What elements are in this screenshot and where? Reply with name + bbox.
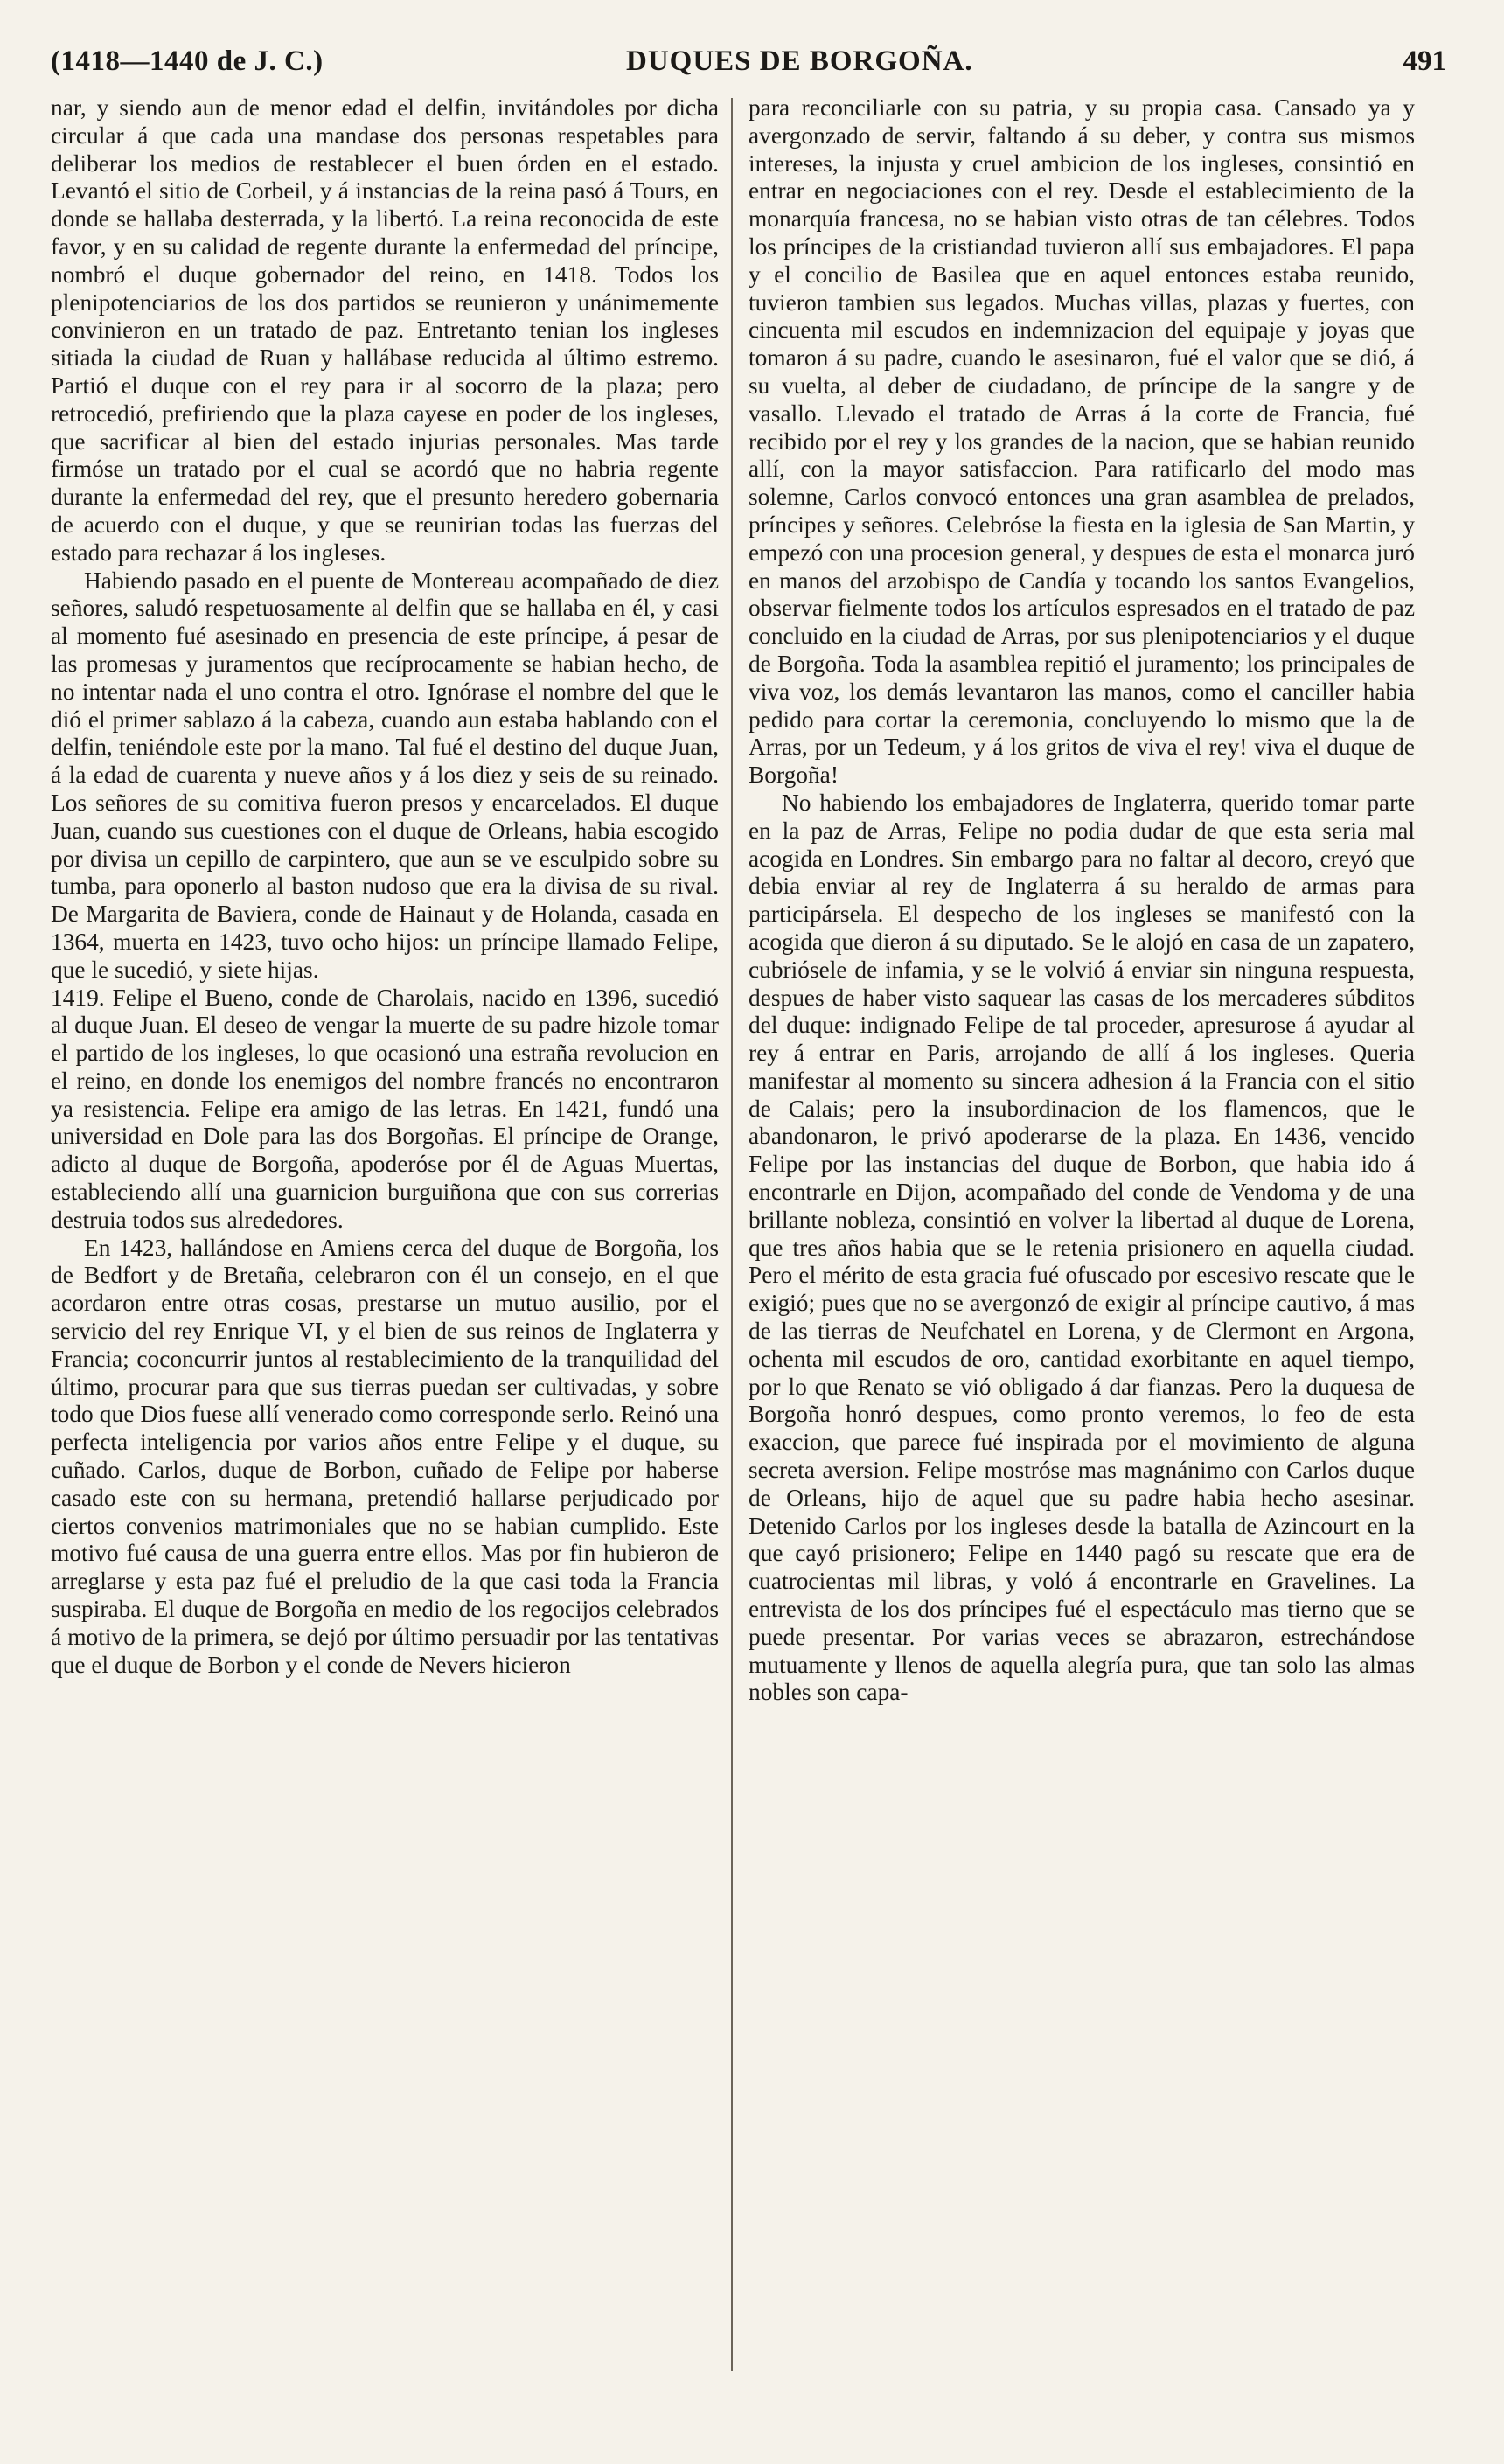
running-title: DUQUES DE BORGOÑA. [626, 45, 973, 77]
paragraph: Habiendo pasado en el puente de Montereau acompañado de diez señores, saludó respetuosamente al delfin que se hallaba en él, y casi al momento fué asesinado en presencia de este príncipe, á pesar de las promesas y juramentos que recíprocamente se habian hecho, de no intentar nada el uno contra el otro. Ignórase el nombre del que le dió el primer sablazo á la cabeza, cuando aun estaba hablando con el delfin, teniéndole este por la mano. Tal fué el destino del duque Juan, á la edad de cuarenta y nueve años y á los diez y seis de su reinado. Los señores de su comitiva fueron presos y encarcelados. El duque Juan, cuando sus cuestiones con el duque de Orleans, habia escogido por divisa un cepillo de carpintero, que aun se ve esculpido sobre su tumba, para oponerlo al baston nudoso que era la divisa de su rival. De Margarita de Baviera, conde de Hainaut y de Holanda, casada en 1364, muerta en 1423, tuvo ocho hijos: un príncipe llamado Felipe, que le sucedió, y siete hijas. [51, 567, 719, 983]
column-divider [731, 98, 733, 2371]
paragraph: No habiendo los embajadores de Inglaterra, querido tomar parte en la paz de Arras, Felipe no podia dudar de que esta seria mal acogida en Londres. Sin embargo para no faltar al decoro, creyó que debia enviar al rey de Inglaterra á su heraldo de armas para participársela. El despecho de los ingleses se manifestó con la acogida que dieron á su diputado. Se le alojó en casa de un zapatero, cubriósele de infamia, y se le volvió á enviar sin ninguna respuesta, despues de haber visto saquear las casas de los mercaderes súbditos del duque: indignado Felipe de tal proceder, apresurose á ayudar al rey á entrar en Paris, arrojando de allí á los ingleses. Queria manifestar al momento su sincera adhesion á la Francia con el sitio de Calais; pero la insubordinacion de los flamencos, que le abandonaron, le privó apoderarse de la plaza. En 1436, vencido Felipe por las instancias del duque de Borbon, que habia ido á encontrarle en Dijon, acompañado del conde de Vendoma y de una brillante nobleza, consintió en volver la libertad al duque de Lorena, que tres años habia que se le retenia prisionero en aquella ciudad. Pero el mérito de esta gracia fué ofuscado por escesivo rescate que le exigió; pues que no se avergonzó de exigir al príncipe cautivo, á mas de las tierras de Neufchatel en Lorena, y de Clermont en Argona, ochenta mil escudos de oro, cantidad exorbitante en aquel tiempo, por lo que Renato se vió obligado á dar fianzas. Pero la duquesa de Borgoña honró despues, como pronto veremos, lo feo de esta exaccion, que parece fué inspirada por el movimiento de alguna secreta aversion. Felipe mostróse mas magnánimo con Carlos duque de Orleans, hijo de aquel que su padre habia hecho asesinar. Detenido Carlos por los ingleses desde la batalla de Azincourt en la que cayó prisionero; Felipe en 1440 pagó su rescate que era de cuatrocientas mil libras, y voló á encontrarle en Gravelines. La entrevista de los dos príncipes fué el espectáculo mas tierno que se puede presentar. Por varias veces se abrazaron, estrechándose mutuamente y llenos de aquella alegría pura, que tan solo las almas nobles son capa- [749, 789, 1415, 1706]
right-column [749, 94, 1415, 2447]
page-header [51, 45, 1446, 89]
page-number: 491 [1403, 45, 1446, 77]
paragraph: En 1423, hallándose en Amiens cerca del duque de Borgoña, los de Bedfort y de Bretaña, celebraron con él un consejo, en el que acordaron entre otras cosas, prestarse un mutuo ausilio, por el servicio del rey Enrique VI, y el bien de sus reinos de Inglaterra y Francia; coconcurrir juntos al restablecimiento de la tranquilidad del último, procurar para que sus tierras puedan ser cultivadas, y sobre todo que Dios fuese allí venerado como corresponde serlo. Reinó una perfecta inteligencia por varios años entre Felipe y el duque, su cuñado. Carlos, duque de Borbon, cuñado de Felipe por haberse casado este con su hermana, pretendió hallarse perjudicado por ciertos convenios matrimoniales que no se habian cumplido. Este motivo fué causa de una guerra entre ellos. Mas por fin hubieron de arreglarse y esta paz fué el preludio de la que casi toda la Francia suspiraba. El duque de Borgoña en medio de los regocijos celebrados á motivo de la primera, se dejó por último persuadir por las tentativas que el duque de Borbon y el conde de Nevers hicieron [51, 1234, 719, 1678]
paragraph: para reconciliarle con su patria, y su propia casa. Cansado ya y avergonzado de servir, faltando á su deber, y contra sus mismos intereses, la injusta y cruel ambicion de los ingleses, consintió en entrar en negociaciones con el rey. Desde el establecimiento de la monarquía francesa, no se habian visto otras de tan célebres. Todos los príncipes de la cristiandad tuvieron allí sus embajadores. El papa y el concilio de Basilea que en aquel entonces estaba reunido, tuvieron tambien sus legados. Muchas villas, plazas y fuertes, con cincuenta mil escudos en indemnizacion del equipaje y joyas que tomaron á su padre, cuando le asesinaron, fué el valor que se dió, á su vuelta, al deber de ciudadano, de príncipe de la sangre y de vasallo. Llevado el tratado de Arras á la corte de Francia, fué recibido por el rey y los grandes de la nacion, que se habian reunido allí, con la mayor satisfaccion. Para ratificarlo del modo mas solemne, Carlos convocó entonces una gran asamblea de prelados, príncipes y señores. Celebróse la fiesta en la iglesia de San Martin, y empezó con una procesion general, y despues de esta el monarca juró en manos del arzobispo de Candía y tocando los santos Evangelios, observar fielmente todos los artículos espresados en el tratado de paz concluido en la ciudad de Arras, por sus plenipotenciarios y el duque de Borgoña. Toda la asamblea repitió el juramento; los principales de viva voz, los demás levantaron las manos, como el canciller habia pedido para cortar la ceremonia, concluyendo lo mismo que la de Arras, por un Tedeum, y á los gritos de viva el rey! viva el duque de Borgoña! [749, 94, 1415, 789]
paragraph: nar, y siendo aun de menor edad el delfin, invitándoles por dicha circular á que cada una mandase dos personas respetables para deliberar los medios de restablecer el buen órden en el estado. Levantó el sitio de Corbeil, y á instancias de la reina pasó á Tours, en donde se hallaba desterrada, y la libertó. La reina reconocida de este favor, y en su calidad de regente durante la enfermedad del príncipe, nombró el duque gobernador del reino, en 1418. Todos los plenipotenciarios de los dos partidos se reunieron y unánimemente convinieron en un tratado de paz. Entretanto tenian los ingleses sitiada la ciudad de Ruan y hallábase reducida al último estremo. Partió el duque con el rey para ir al socorro de la plaza; pero retrocedió, prefiriendo que la plaza cayese en poder de los ingleses, que sacrificar al bien del estado injurias personales. Mas tarde firmóse un tratado por el cual se acordó que no habria regente durante la enfermedad del rey, que el presunto heredero gobernaria de acuerdo con el duque, y que se reunirian todas las fuerzas del estado para rechazar á los ingleses. [51, 94, 719, 566]
paragraph: 1419. Felipe el Bueno, conde de Charolais, nacido en 1396, sucedió al duque Juan. El deseo de vengar la muerte de su padre hizole tomar el partido de los ingleses, lo que ocasionó una estraña revolucion en el reino, en donde los enemigos del nombre francés no encontraron ya resistencia. Felipe era amigo de las letras. En 1421, fundó una universidad en Dole para las dos Borgoñas. El príncipe de Orange, adicto al duque de Borgoña, apoderóse por él de Aguas Muertas, estableciendo allí una guarnicion burguiñona que con sus correrias destruia todos sus alrededores. [51, 984, 719, 1233]
header-dates: (1418—1440 de J. C.) [51, 45, 324, 77]
left-column [51, 94, 719, 2447]
